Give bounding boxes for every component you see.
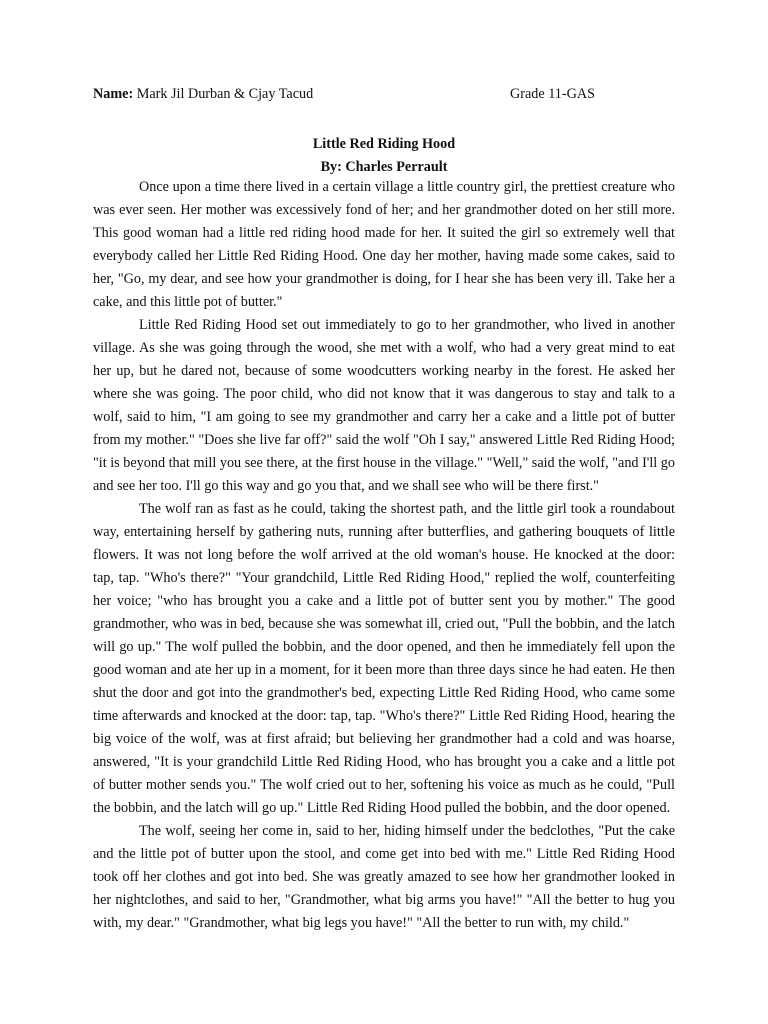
paragraph: The wolf, seeing her come in, said to her, hiding himself under the bedclothes, "Put the cake and the little pot of butter upon the stool, and come get into bed with me." Little Red Riding Hood took off her clothes and got into bed. She was greatly amazed to see how her grandmother looked in her nightclothes, and said to her, "Grandmother, what big arms you have!" "All the better to hug you with, my dear." "Grandmother, what big legs you have!" "All the better to run with, my child." bbox=[93, 823, 675, 931]
story-body bbox=[93, 176, 675, 935]
name-value: Mark Jil Durban & Cjay Tacud bbox=[136, 86, 314, 102]
paragraph: The wolf ran as fast as he could, taking the shortest path, and the little girl took a roundabout way, entertaining herself by gathering nuts, running after butterflies, and gathering bouquets of little flowers. It was not long before the wolf arrived at the old woman's house. He knocked at the door: tap, tap. "Who's there?" "Your grandchild, Little Red Riding Hood," replied the wolf, counterfeiting her voice; "who has brought you a cake and a little pot of butter sent you by mother." The good grandmother, who was in bed, because she was somewhat ill, cried out, "Pull the bobbin, and the latch will go up." The wolf pulled the bobbin, and the door opened, and then he immediately fell upon the good woman and ate her up in a moment, for it been more than three days since he had eaten. He then shut the door and got into the grandmother's bed, expecting Little Red Riding Hood, who came some time afterwards and knocked at the door: tap, tap. "Who's there?" Little Red Riding Hood, hearing the big voice of the wolf, was at first afraid; but believing her grandmother had a cold and was hoarse, answered, "It is your grandchild Little Red Riding Hood, who has brought you a cake and a little pot of butter mother sends you." The wolf cried out to her, softening his voice as much as he could, "Pull the bobbin, and the latch will go up." Little Red Riding Hood pulled the bobbin, and the door opened. bbox=[93, 501, 675, 816]
grade-level: Grade 11-GAS bbox=[510, 86, 595, 102]
student-names bbox=[93, 86, 313, 103]
document-author: By: Charles Perrault bbox=[320, 159, 448, 175]
paragraph: Little Red Riding Hood set out immediately to go to her grandmother, who lived in another village. As she was going through the wood, she met with a wolf, who had a very great mind to eat her up, but he dared not, because of some woodcutters working nearby in the forest. He asked her where she was going. The poor child, who did not know that it was dangerous to stay and talk to a wolf, said to him, "I am going to see my grandmother and carry her a cake and a little pot of butter from my mother." "Does she live far off?" said the wolf "Oh I say," answered Little Red Riding Hood; "it is beyond that mill you see there, at the first house in the village." "Well," said the wolf, "and I'll go and see her too. I'll go this way and go you that, and we shall see who will be there first." bbox=[93, 317, 675, 494]
title-block bbox=[0, 133, 768, 179]
paragraph: Once upon a time there lived in a certain village a little country girl, the prettiest creature who was ever seen. Her mother was excessively fond of her; and her grandmother doted on her still more. This good woman had a little red riding hood made for her. It suited the girl so extremely well that everybody called her Little Red Riding Hood. One day her mother, having made some cakes, said to her, "Go, my dear, and see how your grandmother is doing, for I hear she has been very ill. Take her a cake, and this little pot of butter." bbox=[93, 179, 675, 310]
document-header bbox=[93, 86, 653, 106]
name-label: Name: bbox=[93, 86, 134, 102]
document-title: Little Red Riding Hood bbox=[312, 136, 456, 152]
